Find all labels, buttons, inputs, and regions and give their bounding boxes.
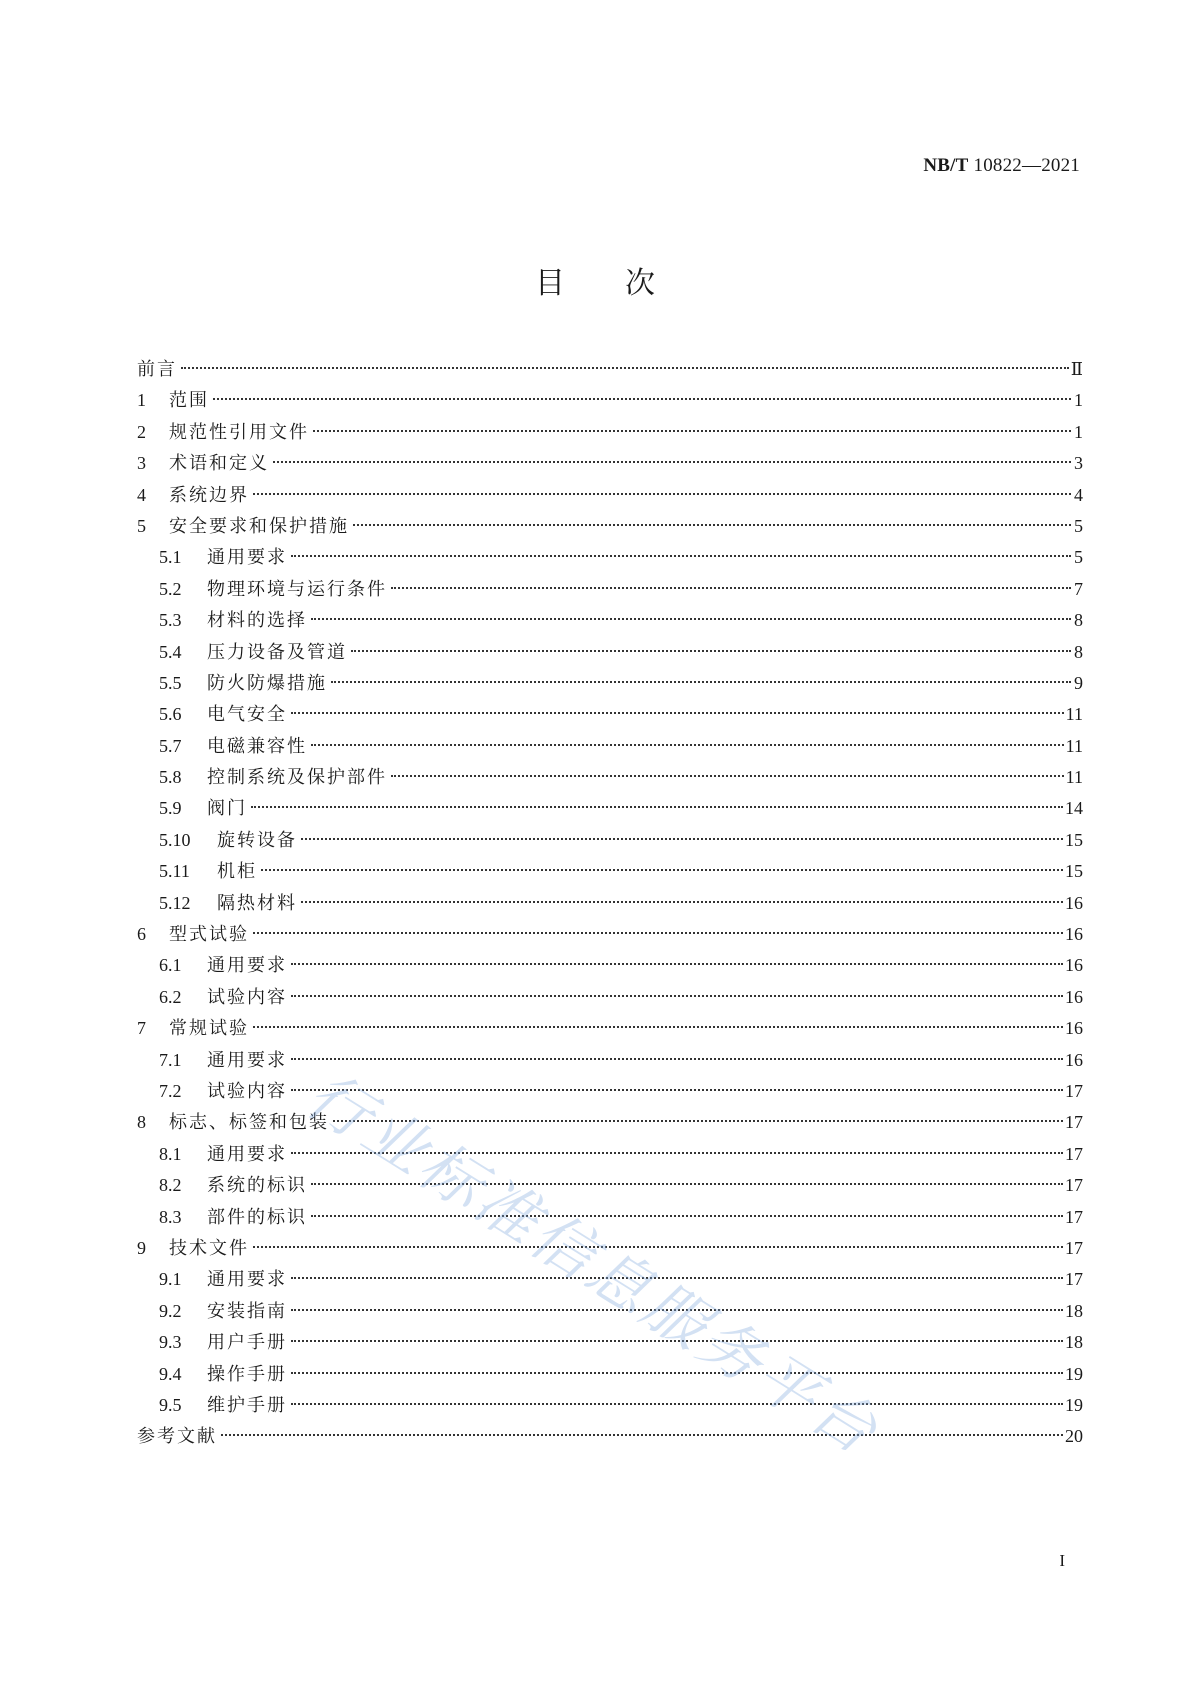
toc-entry[interactable] — [137, 1327, 1083, 1358]
toc-entry-label: 通用要求 — [207, 547, 287, 569]
toc-entry-label: 电磁兼容性 — [207, 735, 307, 757]
toc-entry-label: 参考文献 — [137, 1426, 217, 1448]
toc-entry[interactable] — [137, 1202, 1083, 1233]
toc-entry[interactable] — [137, 668, 1083, 699]
toc-leader-dots — [251, 806, 1063, 808]
toc-entry[interactable] — [137, 731, 1083, 762]
toc-entry-label: 旋转设备 — [217, 829, 297, 851]
toc-leader-dots — [181, 367, 1069, 369]
toc-entry[interactable] — [137, 480, 1083, 511]
toc-entry-label: 阀门 — [207, 798, 247, 820]
toc-leader-dots — [291, 1277, 1063, 1279]
toc-leader-dots — [273, 461, 1071, 463]
toc-entry[interactable] — [137, 825, 1083, 856]
toc-entry-number: 5.10 — [159, 829, 191, 850]
toc-entry-page: 17 — [1065, 1206, 1083, 1227]
toc-entry-label: 技术文件 — [169, 1237, 249, 1259]
toc-entry-page: 20 — [1065, 1426, 1083, 1447]
toc-leader-dots — [331, 681, 1071, 683]
toc-entry-label: 试验内容 — [207, 1080, 287, 1102]
watermark: 行业标准信息服务平台 — [294, 1057, 893, 1470]
toc-entry-number: 5 — [137, 515, 146, 536]
toc-leader-dots — [333, 1120, 1063, 1122]
toc-entry-number: 5.8 — [159, 767, 182, 788]
toc-entry-page: 11 — [1065, 735, 1083, 756]
toc-entry[interactable] — [137, 511, 1083, 542]
toc-leader-dots — [313, 430, 1071, 432]
toc-entry-number: 9.4 — [159, 1363, 182, 1384]
toc-leader-dots — [291, 1152, 1063, 1154]
toc-entry-page: 16 — [1065, 955, 1083, 976]
toc-entry-number: 2 — [137, 421, 146, 442]
toc-entry-page: 8 — [1074, 610, 1083, 631]
standard-number: 10822—2021 — [968, 155, 1080, 176]
toc-entry-number: 9.2 — [159, 1300, 182, 1321]
toc-entry[interactable] — [137, 1107, 1083, 1138]
toc-entry[interactable] — [137, 1296, 1083, 1327]
toc-entry-number: 5.11 — [159, 861, 190, 882]
toc-entry-number: 5.5 — [159, 672, 182, 693]
toc-leader-dots — [301, 838, 1063, 840]
toc-leader-dots — [291, 555, 1071, 557]
toc-entry[interactable] — [137, 1139, 1083, 1170]
toc-entry[interactable] — [137, 448, 1083, 479]
toc-entry-number: 9 — [137, 1237, 146, 1258]
toc-entry[interactable] — [137, 637, 1083, 668]
toc-entry-label: 隔热材料 — [217, 892, 297, 914]
toc-entry-number: 9.1 — [159, 1269, 182, 1290]
toc-entry-number: 9.3 — [159, 1332, 182, 1353]
toc-entry-page: 1 — [1074, 390, 1083, 411]
toc-entry[interactable] — [137, 762, 1083, 793]
toc-leader-dots — [291, 963, 1063, 965]
toc-entry[interactable] — [137, 1045, 1083, 1076]
toc-leader-dots — [311, 1215, 1063, 1217]
toc-entry-page: 19 — [1065, 1363, 1083, 1384]
toc-entry[interactable] — [137, 793, 1083, 824]
toc-entry[interactable] — [137, 417, 1083, 448]
toc-entry-page: 17 — [1065, 1112, 1083, 1133]
toc-entry-label: 材料的选择 — [207, 610, 307, 632]
standard-prefix: NB/T — [923, 155, 969, 176]
toc-entry-page: 17 — [1065, 1175, 1083, 1196]
toc-entry-page: 15 — [1065, 861, 1083, 882]
toc-leader-dots — [253, 1246, 1063, 1248]
toc-entry[interactable] — [137, 542, 1083, 573]
toc-entry[interactable] — [137, 699, 1083, 730]
toc-leader-dots — [221, 1434, 1063, 1436]
toc-leader-dots — [253, 493, 1071, 495]
toc-entry-number: 1 — [137, 390, 146, 411]
toc-entry-number: 5.9 — [159, 798, 182, 819]
toc-entry-label: 型式试验 — [169, 924, 249, 946]
toc-entry-number: 3 — [137, 453, 146, 474]
toc-entry[interactable] — [137, 1421, 1083, 1452]
toc-entry-label: 通用要求 — [207, 1143, 287, 1165]
toc-entry-page: 17 — [1065, 1237, 1083, 1258]
toc-entry-number: 7 — [137, 1018, 146, 1039]
toc-entry-number: 6 — [137, 924, 146, 945]
toc-entry-page: 16 — [1065, 1018, 1083, 1039]
toc-entry[interactable] — [137, 354, 1083, 385]
toc-entry-label: 标志、标签和包装 — [169, 1112, 329, 1134]
toc-leader-dots — [391, 775, 1064, 777]
toc-entry-number: 9.5 — [159, 1394, 182, 1415]
toc-entry-page: 15 — [1065, 829, 1083, 850]
toc-entry-number: 8.2 — [159, 1175, 182, 1196]
toc-entry-label: 用户手册 — [207, 1332, 287, 1354]
toc-leader-dots — [213, 398, 1071, 400]
toc-entry-number: 8.3 — [159, 1206, 182, 1227]
toc-entry-number: 8.1 — [159, 1143, 182, 1164]
toc-entry-number: 6.2 — [159, 986, 182, 1007]
toc-entry-label: 维护手册 — [207, 1394, 287, 1416]
toc-entry[interactable] — [137, 1390, 1083, 1421]
toc-entry-label: 物理环境与运行条件 — [207, 578, 387, 600]
toc-entry-label: 部件的标识 — [207, 1206, 307, 1228]
toc-entry[interactable] — [137, 1359, 1083, 1390]
page-title: 目次 — [535, 266, 715, 301]
toc-leader-dots — [291, 1340, 1063, 1342]
toc-entry-page: 3 — [1074, 453, 1083, 474]
toc-entry[interactable] — [137, 605, 1083, 636]
toc-entry-number: 8 — [137, 1112, 146, 1133]
toc-entry-label: 通用要求 — [207, 1269, 287, 1291]
toc-entry-number: 5.4 — [159, 641, 182, 662]
toc-entry-page: Ⅱ — [1070, 359, 1083, 379]
toc-entry-number: 5.6 — [159, 704, 182, 725]
toc-entry-page: 4 — [1074, 484, 1083, 505]
toc-entry-label: 机柜 — [217, 861, 257, 883]
toc-entry-page: 1 — [1074, 421, 1083, 442]
toc-entry-page: 16 — [1065, 986, 1083, 1007]
toc-entry-label: 安装指南 — [207, 1300, 287, 1322]
toc-entry-label: 常规试验 — [169, 1018, 249, 1040]
toc-entry-label: 安全要求和保护措施 — [169, 515, 349, 537]
toc-entry-label: 规范性引用文件 — [169, 421, 309, 443]
toc-leader-dots — [351, 650, 1071, 652]
toc-leader-dots — [391, 587, 1071, 589]
toc-leader-dots — [301, 901, 1063, 903]
toc-entry-page: 14 — [1065, 798, 1083, 819]
toc-leader-dots — [253, 932, 1063, 934]
toc-entry[interactable] — [137, 574, 1083, 605]
toc-entry-number: 7.2 — [159, 1080, 182, 1101]
toc-entry-page: 17 — [1065, 1269, 1083, 1290]
toc-entry-number: 5.7 — [159, 735, 182, 756]
toc-entry-number: 5.1 — [159, 547, 182, 568]
toc-leader-dots — [291, 1309, 1063, 1311]
toc-entry-number: 5.2 — [159, 578, 182, 599]
toc-entry-page: 5 — [1074, 515, 1083, 536]
toc-entry-label: 前言 — [137, 359, 177, 380]
toc-entry-page: 11 — [1065, 704, 1083, 725]
toc-entry-page: 16 — [1065, 892, 1083, 913]
toc-entry[interactable] — [137, 919, 1083, 950]
toc-entry[interactable] — [137, 1076, 1083, 1107]
toc-entry[interactable] — [137, 950, 1083, 981]
toc-entry-label: 系统的标识 — [207, 1175, 307, 1197]
toc-entry-page: 17 — [1065, 1143, 1083, 1164]
footer-page-number: I — [1059, 1551, 1065, 1570]
toc-leader-dots — [261, 869, 1063, 871]
toc-entry-label: 防火防爆措施 — [207, 672, 327, 694]
toc-entry[interactable] — [137, 982, 1083, 1013]
toc-entry[interactable] — [137, 1170, 1083, 1201]
toc-entry-number: 6.1 — [159, 955, 182, 976]
toc-entry-page: 17 — [1065, 1080, 1083, 1101]
toc-entry-number: 4 — [137, 484, 146, 505]
toc-entry-page: 16 — [1065, 924, 1083, 945]
toc-entry-label: 试验内容 — [207, 986, 287, 1008]
toc-entry-page: 16 — [1065, 1049, 1083, 1070]
toc-leader-dots — [291, 1372, 1063, 1374]
toc-entry[interactable] — [137, 1264, 1083, 1295]
toc-entry[interactable] — [137, 385, 1083, 416]
toc-leader-dots — [291, 712, 1064, 714]
toc-entry-label: 控制系统及保护部件 — [207, 767, 387, 789]
toc-entry-label: 通用要求 — [207, 1049, 287, 1071]
toc-entry-page: 5 — [1074, 547, 1083, 568]
toc-entry-page: 19 — [1065, 1394, 1083, 1415]
toc-leader-dots — [291, 1089, 1063, 1091]
toc-entry-label: 压力设备及管道 — [207, 641, 347, 663]
toc-leader-dots — [311, 618, 1071, 620]
toc-leader-dots — [291, 1058, 1063, 1060]
toc-leader-dots — [291, 1403, 1063, 1405]
toc-entry[interactable] — [137, 888, 1083, 919]
toc-leader-dots — [253, 1026, 1063, 1028]
standard-code — [923, 155, 1080, 177]
toc-entry-label: 电气安全 — [207, 704, 287, 726]
toc-entry-page: 18 — [1065, 1300, 1083, 1321]
toc-leader-dots — [311, 1183, 1063, 1185]
toc-entry-label: 通用要求 — [207, 955, 287, 977]
toc-entry-number: 5.3 — [159, 610, 182, 631]
toc-entry-page: 9 — [1074, 672, 1083, 693]
toc-entry-number: 7.1 — [159, 1049, 182, 1070]
toc-entry-page: 11 — [1065, 767, 1083, 788]
toc-entry[interactable] — [137, 1233, 1083, 1264]
toc-entry-number: 5.12 — [159, 892, 191, 913]
toc-entry-page: 18 — [1065, 1332, 1083, 1353]
toc-entry-label: 范围 — [169, 390, 209, 412]
toc-leader-dots — [291, 995, 1063, 997]
toc-entry-page: 8 — [1074, 641, 1083, 662]
toc-entry-label: 操作手册 — [207, 1363, 287, 1385]
toc-leader-dots — [353, 524, 1071, 526]
table-of-contents — [137, 354, 1083, 1453]
toc-entry[interactable] — [137, 856, 1083, 887]
toc-entry[interactable] — [137, 1013, 1083, 1044]
toc-leader-dots — [311, 744, 1064, 746]
toc-entry-label: 系统边界 — [169, 484, 249, 506]
toc-entry-page: 7 — [1074, 578, 1083, 599]
toc-entry-label: 术语和定义 — [169, 453, 269, 475]
